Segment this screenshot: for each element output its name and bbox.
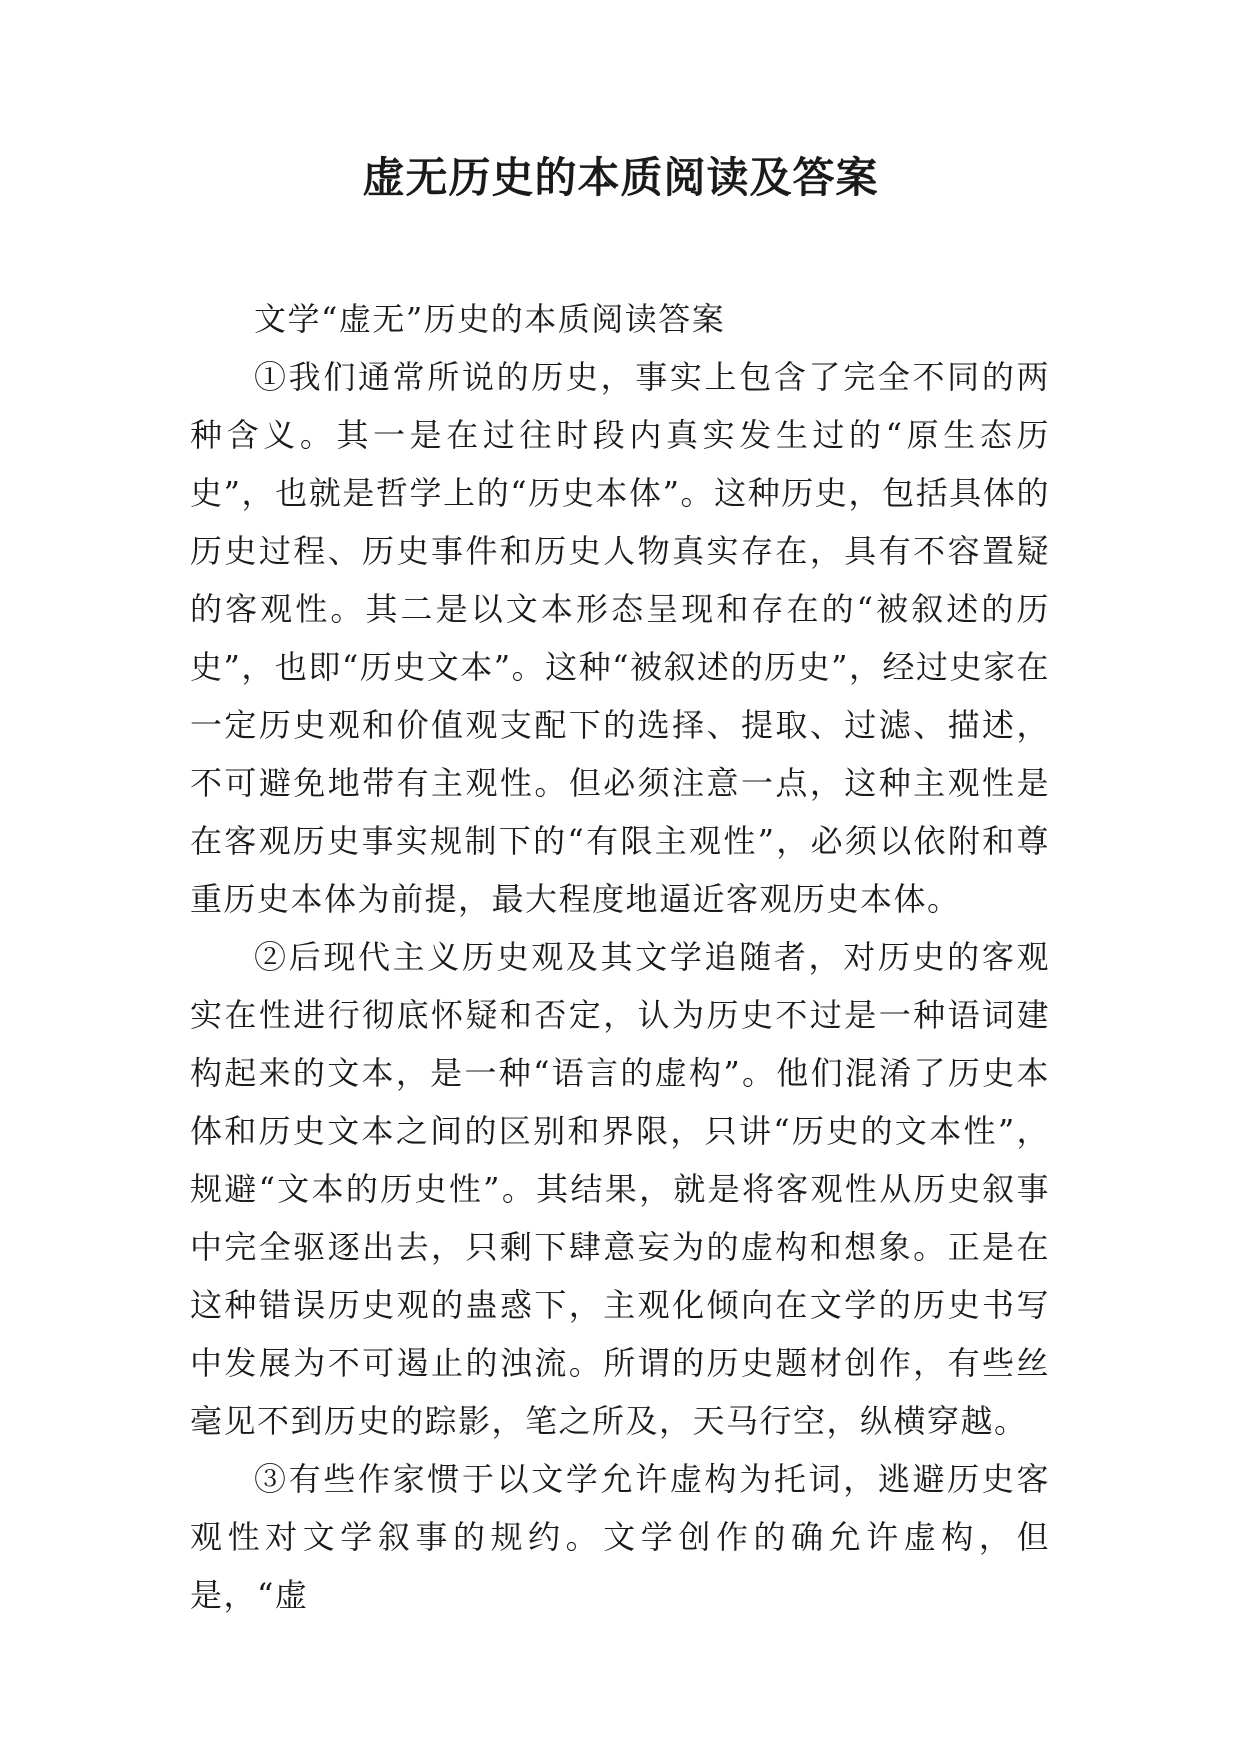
document-title: 虚无历史的本质阅读及答案 <box>362 153 879 202</box>
paragraph-1: ①我们通常所说的历史，事实上包含了完全不同的两种含义。其一是在过往时段内真实发生过的“原生态历史”，也就是哲学上的“历史本体”。这种历史，包括具体的历史过程、历史事件和历史人物真实存在，具有不容置疑的客观性。其二是以文本形态呈现和存在的“被叙述的历史”，也即“历史文本”。这种“被叙述的历史”，经过史家在一定历史观和价值观支配下的选择、提取、过滤、描述，不可避免地带有主观性。但必须注意一点，这种主观性是在客观历史事实规制下的“有限主观性”，必须以依附和尊重历史本体为前提，最大程度地逼近客观历史本体。 <box>190 358 1050 918</box>
subtitle-paragraph: 文学“虚无”历史的本质阅读答案 <box>254 300 726 338</box>
paragraph-2: ②后现代主义历史观及其文学追随者，对历史的客观实在性进行彻底怀疑和否定，认为历史不过是一种语词建构起来的文本，是一种“语言的虚构”。他们混淆了历史本体和历史文本之间的区别和界限，只讲“历史的文本性”，规避“文本的历史性”。其结果，就是将客观性从历史叙事中完全驱逐出去，只剩下肆意妄为的虚构和想象。正是在这种错误历史观的蛊惑下，主观化倾向在文学的历史书写中发展为不可遏止的浊流。所谓的历史题材创作，有些丝毫见不到历史的踪影，笔之所及，天马行空，纵横穿越。 <box>190 938 1050 1440</box>
document-body <box>190 290 1050 1624</box>
paragraph-3: ③有些作家惯于以文学允许虚构为托词，逃避历史客观性对文学叙事的规约。文学创作的确允许虚构，但是，“虚 <box>190 1460 1050 1614</box>
